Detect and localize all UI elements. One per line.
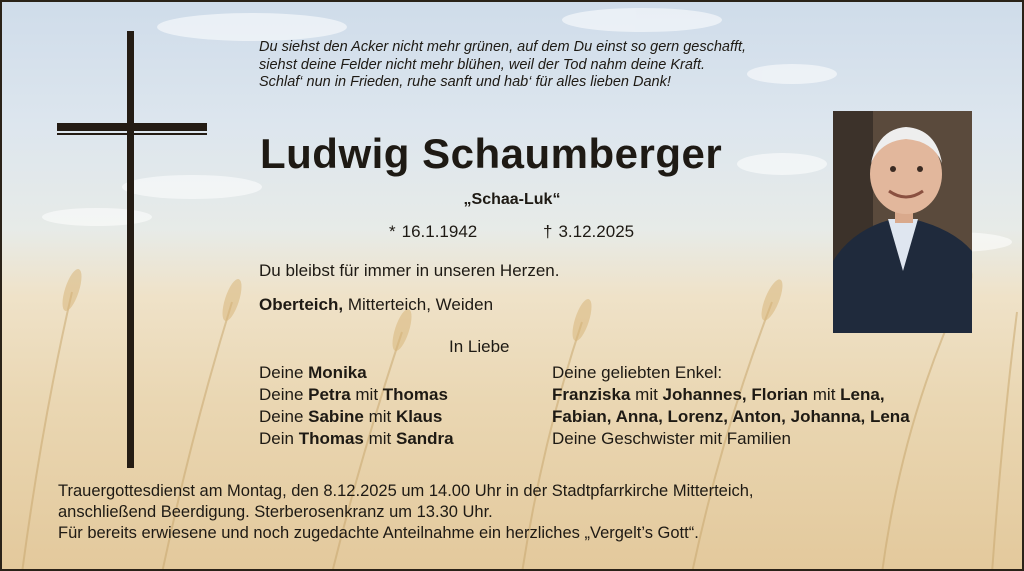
family-line [552,384,910,406]
family-text: mit [363,407,396,426]
family-member-name: Sabine [308,407,364,426]
nickname: „Schaa-Luk“ [463,191,561,208]
family-member-name: Monika [308,363,367,382]
family-line [552,428,910,450]
family-member-name: Fabian, Anna, Lorenz, Anton, Johanna, Lena [552,407,910,426]
poem-line: siehst deine Felder nicht mehr blühen, weil der Tod nahm deine Kraft. [259,56,705,73]
family-text: mit [630,385,663,404]
family-right [552,362,910,450]
family-member-name: Thomas [382,385,448,404]
family-text: Deine [259,407,309,426]
family-line [552,406,910,428]
family-text: mit [363,429,396,448]
service-info [58,481,754,544]
place-rest: Mitterteich, Weiden [347,295,494,314]
family-left [259,362,454,450]
birth-date [389,222,477,242]
service-line: anschließend Beerdigung. Sterberosenkranz um 13.30 Uhr. [58,503,493,521]
poem [259,39,839,92]
family-line [259,406,454,428]
places [259,295,493,315]
family-member-name: Klaus [396,407,443,426]
poem-line: Schlaf‘ nun in Frieden, ruhe sanft und hab‘ für alles lieben Dank! [259,74,671,90]
family-line [552,362,910,384]
cross-bar-line [57,133,207,135]
family-member-name: Sandra [395,429,454,448]
cross-bar [57,123,207,131]
latin-cross-icon [127,31,134,468]
birth-date-value: 16.1.1942 [401,222,478,241]
motto: Du bleibst für immer in unseren Herzen. [259,261,560,280]
family-text: Deine [259,363,309,382]
in-love: In Liebe [449,337,510,356]
service-line: Für bereits erwiesene und noch zugedachte Anteilnahme ein herzliches „Vergelt’s Gott“. [58,524,699,542]
family-member-name: Petra [308,385,351,404]
death-date-value: 3.12.2025 [558,222,635,241]
deceased-name: Ludwig Schaumberger [260,130,723,177]
family-member-name: Lena, [840,385,885,404]
death-date [543,222,634,242]
family-member-name: Franziska [552,385,631,404]
family-text: mit [808,385,841,404]
poem-line: Du siehst den Acker nicht mehr grünen, auf dem Du einst so gern geschafft, [259,39,747,55]
family-text: Deine [259,385,309,404]
family-text: Dein [259,429,299,448]
family-line [259,428,454,450]
dagger-icon: † [543,222,553,241]
star-icon: * [389,222,396,241]
family-member-name: Johannes, Florian [662,385,809,404]
family-member-name: Thomas [298,429,364,448]
family-line [259,362,454,384]
family-text: Deine Geschwister mit Familien [552,429,792,448]
portrait-illustration [833,111,972,333]
family-text: mit [350,385,383,404]
family-line [259,384,454,406]
portrait-photo [833,111,972,333]
place-main: Oberteich, [259,295,344,314]
family-text: Deine geliebten Enkel: [552,363,723,382]
service-line: Trauergottesdienst am Montag, den 8.12.2025 um 14.00 Uhr in der Stadtpfarrkirche Mitterteich, [58,482,754,500]
